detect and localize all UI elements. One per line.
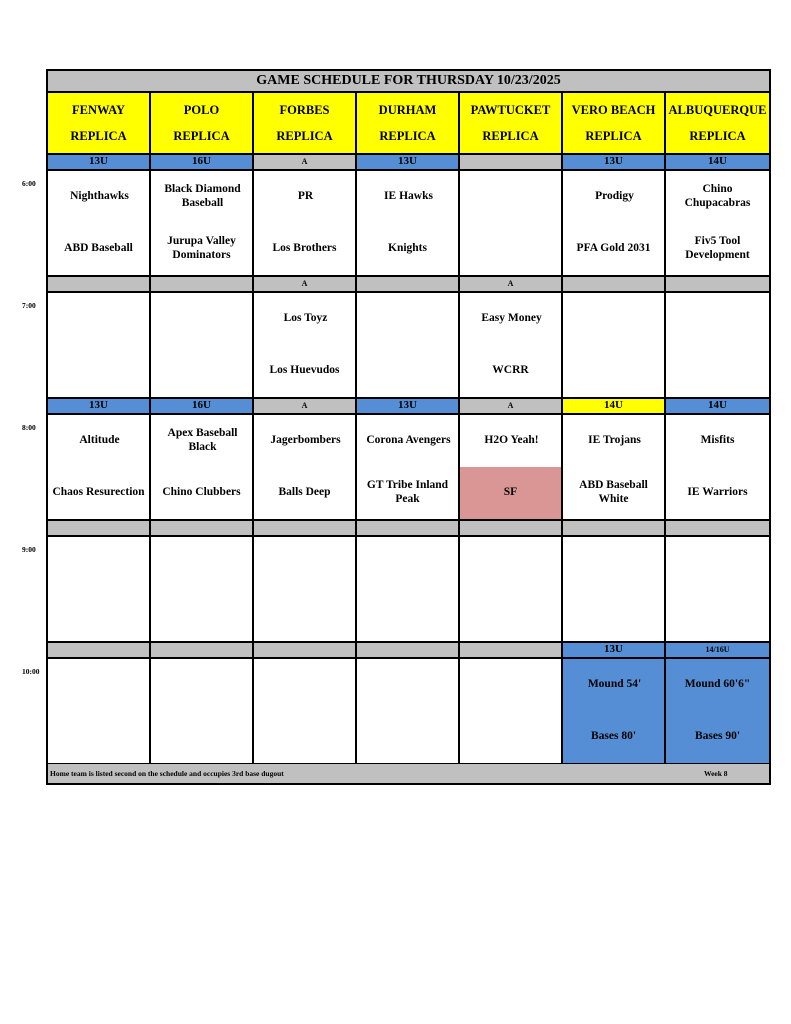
away-team: Knights <box>388 242 427 255</box>
home-team <box>460 171 563 223</box>
schedule-title: GAME SCHEDULE FOR THURSDAY 10/23/2025 <box>48 71 769 93</box>
footer-note: Home team is listed second on the schedule and occupies 3rd base dugout <box>48 764 769 783</box>
home-team <box>357 659 460 711</box>
home-team: Apex Baseball Black <box>167 427 238 453</box>
division-label <box>666 277 769 293</box>
away-team <box>563 589 664 641</box>
away-team <box>151 711 252 763</box>
away-team <box>460 223 561 275</box>
home-team <box>666 537 769 589</box>
division-label: A <box>460 277 563 293</box>
division-label: 14/16U <box>666 643 769 659</box>
division-label <box>460 521 563 537</box>
home-team <box>460 659 563 711</box>
schedule-table <box>46 69 771 785</box>
home-team: Easy Money <box>481 312 542 325</box>
away-team <box>357 589 458 641</box>
division-label <box>48 643 151 659</box>
division-label <box>151 277 254 293</box>
field-name: ALBUQUERQUE <box>668 102 767 117</box>
time-label: 6:00 <box>22 179 36 188</box>
away-team <box>563 345 664 397</box>
away-team: Los Huevudos <box>269 364 340 377</box>
field-header <box>151 93 254 155</box>
away-team: Bases 90' <box>694 730 741 743</box>
away-team <box>151 589 252 641</box>
away-team: Chaos Resurection <box>52 486 145 499</box>
division-label: 13U <box>357 399 460 415</box>
division-label <box>254 521 357 537</box>
division-label <box>357 521 460 537</box>
home-team: Mound 54' <box>587 678 642 691</box>
away-team <box>357 345 458 397</box>
home-team: Nighthawks <box>70 190 129 203</box>
field-subtitle: REPLICA <box>585 128 642 143</box>
field-subtitle: REPLICA <box>173 128 230 143</box>
away-team <box>254 589 355 641</box>
division-label <box>48 277 151 293</box>
away-team: ABD Baseball White <box>579 479 648 505</box>
home-team <box>48 659 151 711</box>
field-subtitle: REPLICA <box>276 128 333 143</box>
division-label: A <box>254 277 357 293</box>
home-team <box>460 537 563 589</box>
time-label: 10:00 <box>22 667 40 676</box>
division-label <box>460 643 563 659</box>
home-team <box>151 537 254 589</box>
division-label <box>563 277 666 293</box>
home-team: Prodigy <box>595 190 634 203</box>
away-team: SF <box>460 467 561 519</box>
away-team <box>357 711 458 763</box>
home-team: PR <box>297 190 314 203</box>
away-team <box>666 589 769 641</box>
away-team: Los Brothers <box>272 242 337 255</box>
away-team: IE Warriors <box>687 486 748 499</box>
field-header <box>666 93 769 155</box>
field-subtitle: REPLICA <box>70 128 127 143</box>
division-label: 13U <box>563 155 666 171</box>
away-team <box>460 589 561 641</box>
home-team <box>563 537 666 589</box>
division-label: 16U <box>151 155 254 171</box>
field-subtitle: REPLICA <box>482 128 539 143</box>
division-label: 14U <box>666 399 769 415</box>
division-label <box>460 155 563 171</box>
home-team <box>48 293 151 345</box>
away-team: Jurupa Valley Dominators <box>167 235 236 261</box>
time-label: 9:00 <box>22 545 36 554</box>
home-team: IE Hawks <box>384 190 433 203</box>
division-label <box>48 521 151 537</box>
division-label <box>151 643 254 659</box>
away-team <box>151 345 252 397</box>
away-team <box>48 711 149 763</box>
away-team <box>460 711 561 763</box>
home-team <box>48 537 151 589</box>
division-label: 13U <box>357 155 460 171</box>
field-header <box>48 93 151 155</box>
away-team: PFA Gold 2031 <box>576 242 651 255</box>
division-label: 14U <box>666 155 769 171</box>
home-team <box>254 659 357 711</box>
home-team: H2O Yeah! <box>484 434 539 447</box>
home-team <box>254 537 357 589</box>
field-name: FENWAY <box>71 102 126 117</box>
away-team: Chino Clubbers <box>162 486 241 499</box>
division-label <box>563 521 666 537</box>
home-team <box>563 293 666 345</box>
away-team: Balls Deep <box>278 486 331 499</box>
field-name: VERO BEACH <box>571 102 656 117</box>
home-team <box>357 293 460 345</box>
division-label <box>357 643 460 659</box>
away-team: WCRR <box>492 364 529 377</box>
home-team: IE Trojans <box>588 434 641 447</box>
field-name: FORBES <box>279 102 330 117</box>
home-team: Jagerbombers <box>270 434 341 447</box>
division-label <box>666 521 769 537</box>
home-team: Los Toyz <box>283 312 328 325</box>
field-header <box>254 93 357 155</box>
home-team: Black Diamond Baseball <box>164 183 241 209</box>
away-team: Bases 80' <box>590 730 637 743</box>
away-team <box>666 345 769 397</box>
division-label: 16U <box>151 399 254 415</box>
field-header <box>357 93 460 155</box>
home-team <box>357 537 460 589</box>
field-subtitle: REPLICA <box>379 128 436 143</box>
division-label <box>357 277 460 293</box>
home-team <box>151 293 254 345</box>
division-label: 14U <box>563 399 666 415</box>
division-label <box>151 521 254 537</box>
time-label: 8:00 <box>22 423 36 432</box>
away-team <box>48 589 149 641</box>
field-header <box>460 93 563 155</box>
away-team <box>48 345 149 397</box>
division-label: 13U <box>563 643 666 659</box>
division-label: A <box>254 155 357 171</box>
field-name: DURHAM <box>378 102 437 117</box>
home-team <box>151 659 254 711</box>
home-team <box>666 293 769 345</box>
field-header <box>563 93 666 155</box>
field-name: POLO <box>183 102 220 117</box>
home-team: Chino Chupacabras <box>684 183 751 209</box>
away-team: Fiv5 Tool Development <box>685 235 750 261</box>
field-name: PAWTUCKET <box>470 102 551 117</box>
away-team: GT Tribe Inland Peak <box>366 479 449 505</box>
division-label: A <box>254 399 357 415</box>
home-team: Mound 60'6" <box>684 678 751 691</box>
field-subtitle: REPLICA <box>689 128 746 143</box>
home-team: Altitude <box>79 434 120 447</box>
away-team <box>254 711 355 763</box>
division-label <box>254 643 357 659</box>
division-label: A <box>460 399 563 415</box>
home-team: Misfits <box>700 434 735 447</box>
away-team: ABD Baseball <box>64 242 133 255</box>
footer-week: Week 8 <box>704 769 728 778</box>
home-team: Corona Avengers <box>366 434 451 447</box>
division-label: 13U <box>48 399 151 415</box>
time-label: 7:00 <box>22 301 36 310</box>
division-label: 13U <box>48 155 151 171</box>
